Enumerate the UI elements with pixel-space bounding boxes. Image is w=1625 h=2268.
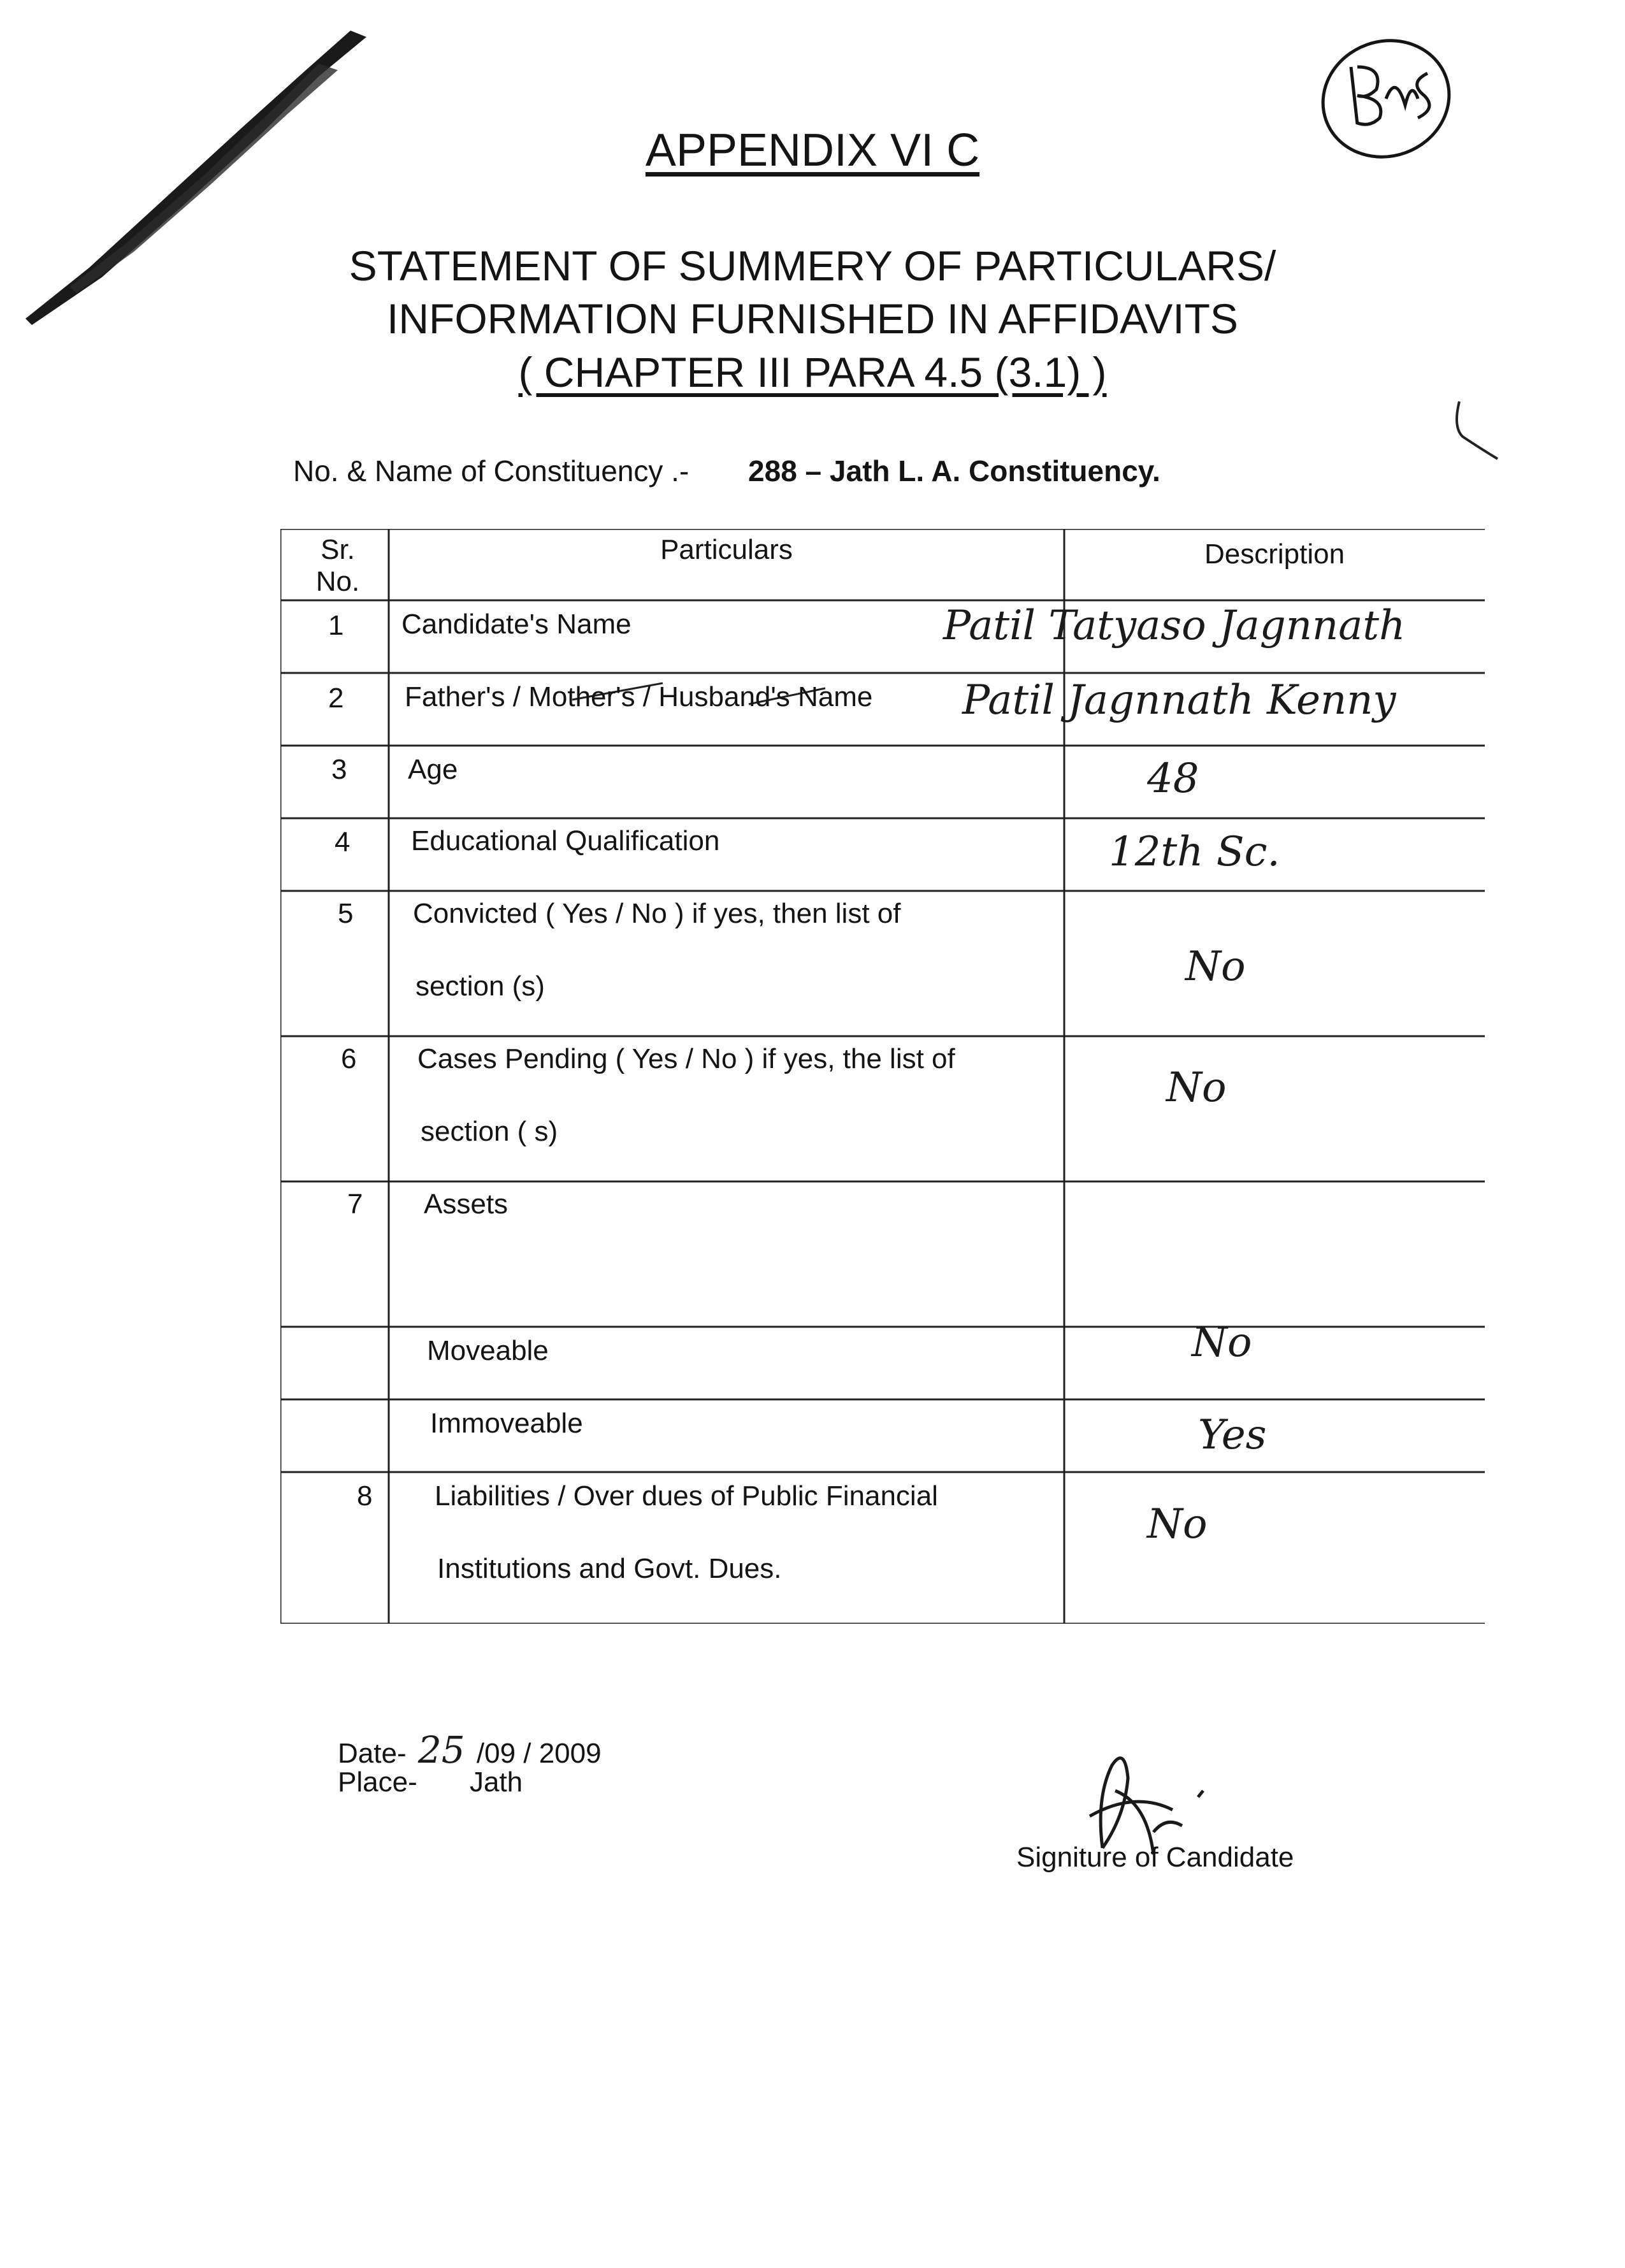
row-1-particular: Candidate's Name: [401, 609, 632, 640]
row-2-value: Patil Jagnnath Kenny: [962, 677, 1396, 724]
appendix-title: APPENDIX VI C: [645, 125, 980, 176]
header-sr-line1: Sr.: [321, 534, 355, 565]
row-8-value: No: [1147, 1501, 1208, 1548]
constituency-value: 288 – Jath L. A. Constituency.: [748, 454, 1160, 488]
row-7-sr: 7: [347, 1188, 363, 1220]
row-6-sr: 6: [341, 1043, 357, 1074]
row-8-particular-line-1: Liabilities / Over dues of Public Financial: [435, 1480, 938, 1512]
header-sr-line2: No.: [315, 566, 360, 597]
place-value: Jath: [469, 1766, 523, 1798]
header-particulars: Particulars: [660, 534, 793, 565]
row-4-particular: Educational Qualification: [411, 825, 720, 856]
header-sr-no: [287, 534, 389, 598]
date-day-handwritten: 25: [417, 1728, 465, 1772]
row-6-particular-line-1: Cases Pending ( Yes / No ) if yes, the list of: [417, 1043, 955, 1074]
statement-title-line-3: ( CHAPTER III PARA 4.5 (3.1) ): [518, 349, 1107, 396]
place-line: [338, 1766, 523, 1798]
signature-label: Signiture of Candidate: [1016, 1842, 1294, 1873]
row-5-particular-line-1: Convicted ( Yes / No ) if yes, then list of: [413, 898, 901, 929]
row-4-value: 12th Sc.: [1109, 828, 1280, 876]
row-8-particular-line-2: Institutions and Govt. Dues.: [437, 1553, 782, 1584]
row-8-sr: 8: [357, 1480, 373, 1512]
date-month-year: /09 / 2009: [476, 1738, 602, 1769]
statement-title-line-1: STATEMENT OF SUMMERY OF PARTICULARS/: [349, 242, 1276, 289]
header-description: Description: [1204, 538, 1345, 570]
margin-tick-mark: [1447, 395, 1504, 465]
row-7a-value: No: [1192, 1319, 1252, 1366]
row-1-sr: 1: [328, 610, 344, 641]
row-3-value: 48: [1147, 755, 1199, 802]
row-1-value: Patil Tatyaso Jagnnath: [943, 602, 1406, 649]
row-6-particular-line-2: section ( s): [421, 1116, 558, 1147]
row-5-particular-line-2: section (s): [415, 971, 545, 1002]
constituency-label: No. & Name of Constituency .-: [293, 454, 690, 488]
row-5-value: No: [1185, 943, 1246, 990]
row-7-particular: Assets: [424, 1188, 509, 1220]
place-label: Place-: [338, 1766, 417, 1798]
row-3-sr: 3: [331, 754, 347, 785]
row-2-particular: Father's / Mother's / Husband's Name: [405, 681, 873, 712]
row-6-value: No: [1166, 1064, 1227, 1111]
row-7b-particular: Immoveable: [430, 1408, 583, 1439]
row-4-sr: 4: [335, 827, 350, 858]
row-3-particular: Age: [408, 754, 458, 785]
statement-title-line-2: INFORMATION FURNISHED IN AFFIDAVITS: [387, 295, 1238, 342]
row-7b-value: Yes: [1198, 1412, 1267, 1459]
date-line: [338, 1728, 602, 1772]
row-5-sr: 5: [338, 898, 354, 929]
row-2-sr: 2: [328, 683, 344, 714]
date-label: Date-: [338, 1738, 407, 1769]
constituency-line: [293, 454, 1160, 488]
row-7a-particular: Moveable: [427, 1335, 549, 1366]
